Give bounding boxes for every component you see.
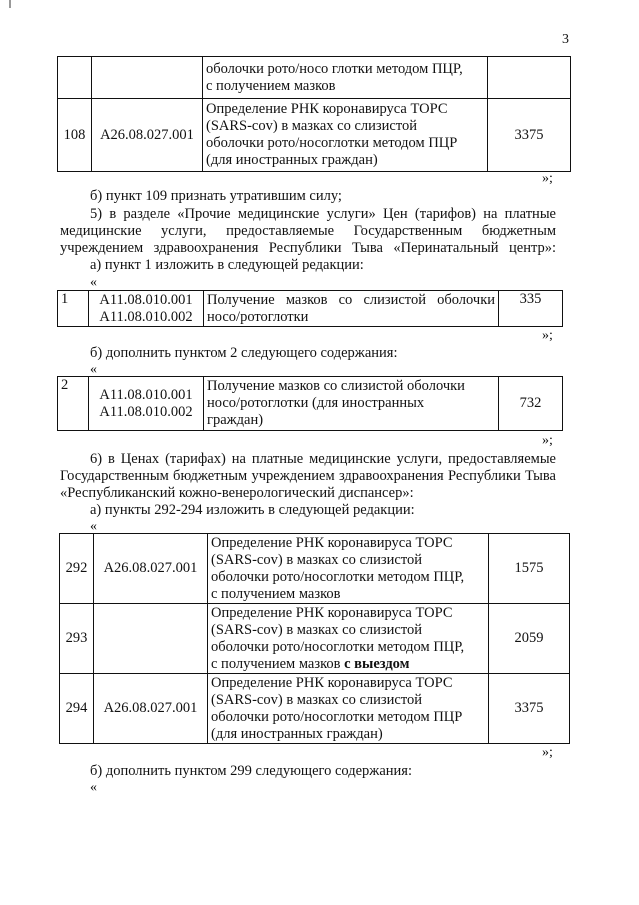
- scan-artifact: [9, 0, 11, 8]
- row-number: 293: [60, 604, 94, 674]
- row-number: 108: [58, 99, 92, 172]
- service-price: [488, 57, 571, 99]
- paragraph: а) пункты 292-294 изложить в следующей редакции:: [90, 502, 415, 518]
- row-number: 2: [58, 377, 89, 431]
- service-code: A11.08.010.001 A11.08.010.002: [89, 291, 204, 327]
- table-row: [60, 674, 570, 744]
- price-table-item-2: [57, 376, 563, 431]
- row-number: 292: [60, 534, 94, 604]
- table-row: [58, 291, 563, 327]
- table-row: [60, 534, 570, 604]
- service-description: оболочки рото/носо глотки методом ПЦР, с получением мазков: [203, 57, 488, 99]
- service-description: Определение РНК коронавируса ТОРС (SARS-cov) в мазках со слизистой оболочки рото/носоглотки методом ПЦР (для иностранных граждан): [203, 99, 488, 172]
- paragraph: а) пункт 1 изложить в следующей редакции:: [90, 257, 364, 273]
- paragraph: б) пункт 109 признать утратившим силу;: [90, 188, 342, 204]
- table-row: [58, 377, 563, 431]
- paragraph-line: 5) в разделе «Прочие медицинские услуги» Цен (тарифов) на платные: [90, 206, 556, 222]
- opening-quote: «: [90, 362, 97, 377]
- opening-quote: «: [90, 780, 97, 795]
- service-description: Определение РНК коронавируса ТОРС (SARS-cov) в мазках со слизистой оболочки рото/носоглотки методом ПЦР (для иностранных граждан): [208, 674, 489, 744]
- paragraph-line: 6) в Ценах (тарифах) на платные медицинские услуги, предоставляемые: [90, 451, 556, 467]
- price-table-continuation: [57, 56, 571, 172]
- service-description: Определение РНК коронавируса ТОРС (SARS-cov) в мазках со слизистой оболочки рото/носоглотки методом ПЦР, с получением мазков: [208, 534, 489, 604]
- paragraph-line: учреждением здравоохранения Республики Тыва «Перинатальный центр»:: [60, 240, 556, 256]
- service-description: Получение мазков со слизистой оболочки носо/ротоглотки: [204, 291, 499, 327]
- closing-quote: »;: [542, 745, 553, 760]
- service-price: 335: [499, 291, 563, 327]
- row-number: 294: [60, 674, 94, 744]
- row-number: 1: [58, 291, 89, 327]
- service-code: A11.08.010.001 A11.08.010.002: [89, 377, 204, 431]
- paragraph-line: Государственным бюджетным учреждением здравоохранения Республики Тыва: [60, 468, 556, 484]
- service-code: A26.08.027.001: [94, 674, 208, 744]
- closing-quote: »;: [542, 433, 553, 448]
- closing-quote: »;: [542, 328, 553, 343]
- paragraph: б) дополнить пунктом 299 следующего содержания:: [90, 763, 412, 779]
- service-code: A26.08.027.001: [92, 99, 203, 172]
- service-price: 3375: [489, 674, 570, 744]
- page-number: 3: [562, 32, 569, 47]
- row-number: [58, 57, 92, 99]
- paragraph: б) дополнить пунктом 2 следующего содержания:: [90, 345, 398, 361]
- service-code: [94, 604, 208, 674]
- service-code: [92, 57, 203, 99]
- service-price: 3375: [488, 99, 571, 172]
- table-row: [58, 57, 571, 99]
- paragraph-line: медицинские услуги, предоставляемые Государственным бюджетным: [60, 223, 556, 239]
- service-description: Получение мазков со слизистой оболочки носо/ротоглотки (для иностранных граждан): [204, 377, 499, 431]
- service-description: Определение РНК коронавируса ТОРС (SARS-cov) в мазках со слизистой оболочки рото/носоглотки методом ПЦР, с получением мазков с выездом: [208, 604, 489, 674]
- service-price: 1575: [489, 534, 570, 604]
- price-table-items-292-294: [59, 533, 570, 744]
- service-price: 2059: [489, 604, 570, 674]
- table-row: [58, 99, 571, 172]
- price-table-item-1: [57, 290, 563, 327]
- service-code: A26.08.027.001: [94, 534, 208, 604]
- service-price: 732: [499, 377, 563, 431]
- opening-quote: «: [90, 275, 97, 290]
- bold-emphasis: с выездом: [344, 655, 410, 672]
- table-row: [60, 604, 570, 674]
- closing-quote: »;: [542, 171, 553, 186]
- paragraph-line: «Республиканский кожно-венерологический диспансер»:: [60, 485, 414, 501]
- opening-quote: «: [90, 519, 97, 534]
